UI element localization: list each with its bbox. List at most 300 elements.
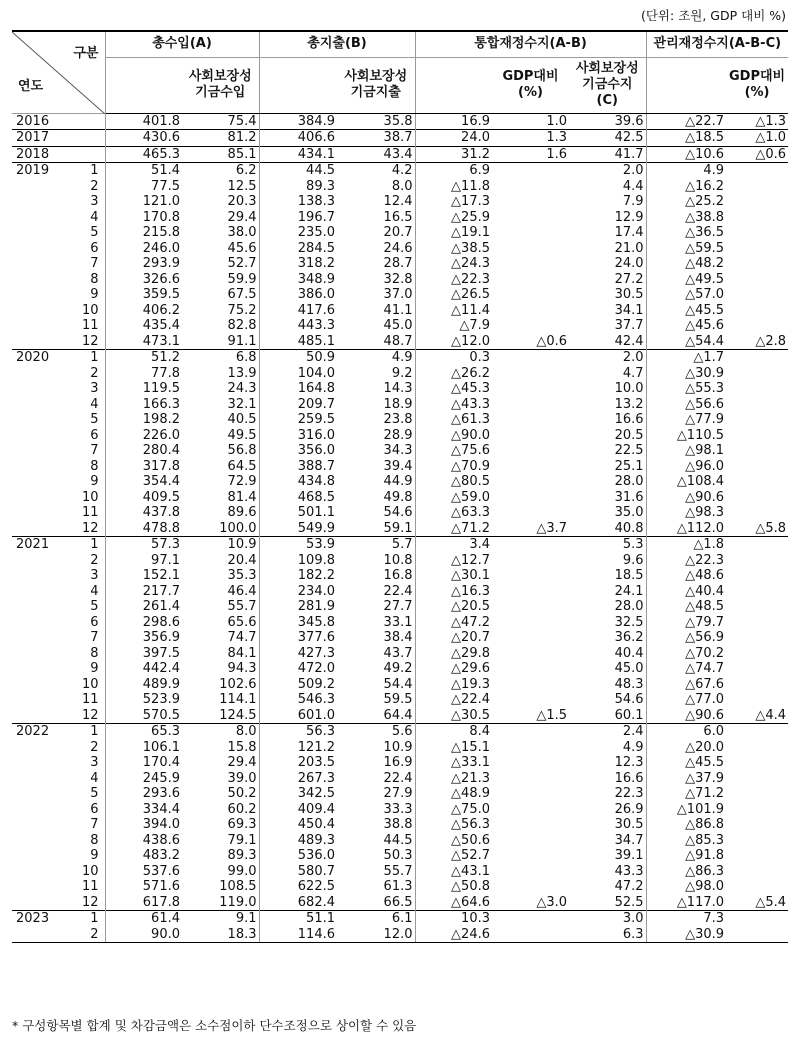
- value-cell: 43.3: [614, 863, 644, 879]
- value-cell: [726, 802, 788, 818]
- value-cell: 40.5: [227, 412, 257, 427]
- value-cell: 40.4: [614, 645, 644, 661]
- value-cell: 6.1: [337, 911, 415, 927]
- value-cell: [726, 505, 788, 521]
- table-row: [12, 381, 788, 397]
- value-cell: 109.8: [259, 553, 337, 569]
- value-cell: [492, 350, 569, 366]
- value-cell: 36.2: [614, 630, 644, 645]
- value-cell: 82.8: [227, 318, 257, 333]
- value-cell: 245.9: [105, 771, 182, 787]
- value-cell: 124.5: [219, 707, 257, 723]
- value-cell: △2.8: [755, 333, 787, 349]
- value-cell: 42.4: [614, 333, 644, 349]
- value-cell: △0.6: [536, 333, 567, 349]
- value-cell: 65.6: [227, 614, 257, 630]
- value-cell: 33.3: [383, 801, 413, 817]
- table-row: [12, 366, 788, 382]
- year-cell: [12, 817, 81, 833]
- value-cell: △30.5: [415, 708, 492, 724]
- value-cell: 37.0: [383, 287, 413, 302]
- value-cell: △45.6: [646, 318, 726, 334]
- value-cell: [492, 848, 569, 864]
- month-cell: 2: [90, 552, 99, 568]
- value-cell: [492, 630, 569, 646]
- value-cell: 29.4: [227, 209, 257, 225]
- value-cell: 31.2: [415, 146, 492, 163]
- table-row: [12, 397, 788, 413]
- value-cell: 54.4: [383, 676, 413, 692]
- month-cell: 7: [90, 443, 99, 458]
- value-cell: 34.3: [383, 443, 413, 458]
- value-cell: 4.9: [337, 350, 415, 366]
- value-cell: 49.2: [383, 661, 413, 676]
- value-cell: 20.4: [227, 552, 257, 568]
- value-cell: 34.7: [614, 832, 644, 848]
- value-cell: 61.4: [105, 911, 182, 927]
- value-cell: 546.3: [259, 692, 337, 708]
- year-cell: [12, 895, 81, 911]
- year-cell: [12, 505, 81, 521]
- value-cell: △11.4: [415, 303, 492, 319]
- value-cell: △79.7: [646, 615, 726, 631]
- header-total-revenue: 총수입(A): [105, 31, 259, 57]
- month-cell: 3: [90, 755, 99, 770]
- month-cell: 8: [90, 832, 99, 848]
- table-row: [12, 256, 788, 272]
- value-cell: 6.3: [569, 927, 646, 943]
- value-cell: 60.1: [614, 707, 644, 723]
- value-cell: 617.8: [105, 895, 182, 911]
- footnote: * 구성항목별 합계 및 차감금액은 소수점이하 단수조정으로 상이할 수 있음: [12, 1018, 417, 1033]
- value-cell: △25.9: [415, 210, 492, 226]
- value-cell: [492, 318, 569, 334]
- value-cell: 261.4: [105, 599, 182, 615]
- value-cell: △59.0: [415, 490, 492, 506]
- value-cell: [726, 537, 788, 553]
- value-cell: 267.3: [259, 771, 337, 787]
- table-row: [12, 802, 788, 818]
- value-cell: 523.9: [105, 692, 182, 708]
- value-cell: △4.4: [755, 707, 787, 723]
- table-header: [12, 31, 788, 113]
- value-cell: 43.4: [337, 146, 415, 163]
- table-row: [12, 318, 788, 334]
- value-cell: △38.5: [415, 241, 492, 257]
- value-cell: 67.5: [227, 287, 257, 302]
- year-cell: 2016: [16, 113, 50, 129]
- value-cell: △77.0: [646, 692, 726, 708]
- value-cell: 345.8: [259, 615, 337, 631]
- value-cell: 45.6: [227, 240, 257, 256]
- value-cell: [726, 661, 788, 677]
- value-cell: 483.2: [105, 848, 182, 864]
- value-cell: 24.1: [614, 583, 644, 599]
- value-cell: [492, 740, 569, 756]
- value-cell: 259.5: [259, 412, 337, 428]
- value-cell: [726, 303, 788, 319]
- value-cell: 3.4: [415, 537, 492, 553]
- year-cell: [12, 256, 81, 272]
- value-cell: △52.7: [415, 848, 492, 864]
- value-cell: 356.0: [259, 443, 337, 459]
- year-cell: [12, 397, 81, 413]
- value-cell: 601.0: [259, 708, 337, 724]
- year-cell: [12, 833, 81, 849]
- table-row: [12, 553, 788, 569]
- table-row: [12, 630, 788, 646]
- year-cell: [12, 568, 81, 584]
- value-cell: △30.1: [415, 568, 492, 584]
- value-cell: 6.2: [182, 163, 259, 179]
- value-cell: 434.8: [259, 474, 337, 490]
- value-cell: [492, 599, 569, 615]
- value-cell: 6.9: [415, 163, 492, 179]
- value-cell: 114.6: [259, 927, 337, 943]
- value-cell: [492, 646, 569, 662]
- value-cell: 53.9: [259, 537, 337, 553]
- value-cell: [492, 225, 569, 241]
- value-cell: 10.8: [383, 552, 413, 568]
- value-cell: 22.3: [614, 786, 644, 801]
- month-cell: 10: [81, 676, 99, 692]
- table-row: [12, 708, 788, 724]
- value-cell: △117.0: [646, 895, 726, 911]
- value-cell: 170.4: [105, 755, 182, 771]
- month-cell: 12: [81, 333, 99, 349]
- value-cell: 435.4: [105, 318, 182, 334]
- month-cell: 9: [90, 661, 99, 676]
- value-cell: 406.6: [259, 130, 337, 147]
- table-row: [12, 786, 788, 802]
- value-cell: [726, 179, 788, 195]
- value-cell: 25.1: [614, 458, 644, 474]
- value-cell: 16.5: [383, 209, 413, 225]
- value-cell: △7.9: [415, 318, 492, 334]
- header-corner: [12, 31, 105, 113]
- value-cell: 388.7: [259, 459, 337, 475]
- value-cell: 38.4: [383, 630, 413, 645]
- value-cell: [492, 428, 569, 444]
- value-cell: 121.2: [259, 740, 337, 756]
- value-cell: △36.5: [646, 225, 726, 241]
- value-cell: 536.0: [259, 848, 337, 864]
- value-cell: [492, 661, 569, 677]
- value-cell: 39.1: [614, 848, 644, 863]
- value-cell: 570.5: [105, 708, 182, 724]
- value-cell: 472.0: [259, 661, 337, 677]
- value-cell: △15.1: [415, 740, 492, 756]
- table-row: [12, 505, 788, 521]
- month-cell: 1: [81, 350, 105, 366]
- value-cell: 44.5: [259, 163, 337, 179]
- header-ss-revenue: 사회보장성 기금수입: [182, 57, 259, 113]
- value-cell: △22.3: [646, 553, 726, 569]
- value-cell: △40.4: [646, 584, 726, 600]
- value-cell: 21.0: [614, 240, 644, 256]
- value-cell: 12.0: [337, 927, 415, 943]
- value-cell: 438.6: [105, 833, 182, 849]
- value-cell: [726, 428, 788, 444]
- value-cell: [492, 864, 569, 880]
- value-cell: 46.4: [227, 583, 257, 599]
- value-cell: 2.4: [569, 724, 646, 740]
- year-cell: [12, 490, 81, 506]
- value-cell: 38.7: [337, 130, 415, 147]
- value-cell: 42.5: [569, 130, 646, 147]
- value-cell: △56.9: [646, 630, 726, 646]
- value-cell: 397.5: [105, 646, 182, 662]
- value-cell: 59.9: [227, 271, 257, 287]
- year-cell: 2020: [12, 350, 81, 366]
- value-cell: 326.6: [105, 272, 182, 288]
- value-cell: 102.6: [219, 676, 257, 692]
- value-cell: 61.3: [383, 879, 413, 894]
- value-cell: 18.5: [614, 568, 644, 583]
- year-cell: [12, 272, 81, 288]
- value-cell: 85.1: [182, 146, 259, 163]
- value-cell: 51.4: [105, 163, 182, 179]
- value-cell: △48.5: [646, 599, 726, 615]
- value-cell: [492, 241, 569, 257]
- value-cell: △3.7: [536, 520, 567, 536]
- value-cell: △47.2: [415, 615, 492, 631]
- value-cell: 41.1: [383, 302, 413, 318]
- value-cell: △64.6: [415, 895, 492, 911]
- value-cell: △43.1: [415, 864, 492, 880]
- year-cell: [12, 428, 81, 444]
- value-cell: 106.1: [105, 740, 182, 756]
- value-cell: △86.3: [646, 864, 726, 880]
- value-cell: △74.7: [646, 661, 726, 677]
- value-cell: △22.4: [415, 692, 492, 708]
- value-cell: 26.9: [614, 801, 644, 817]
- month-cell: 9: [90, 848, 99, 863]
- value-cell: △24.6: [415, 927, 492, 943]
- value-cell: [492, 724, 569, 740]
- value-cell: 7.9: [622, 194, 644, 209]
- value-cell: [492, 568, 569, 584]
- table-row: [12, 771, 788, 787]
- value-cell: △63.3: [415, 505, 492, 521]
- value-cell: 20.5: [614, 427, 644, 443]
- year-cell: 2022: [12, 724, 81, 740]
- table-row: [12, 194, 788, 210]
- value-cell: 27.7: [383, 599, 413, 614]
- month-cell: 4: [90, 770, 99, 786]
- value-cell: 41.7: [569, 146, 646, 163]
- value-cell: 8.4: [415, 724, 492, 740]
- value-cell: 39.4: [383, 458, 413, 474]
- value-cell: 24.0: [614, 256, 644, 271]
- value-cell: 226.0: [105, 428, 182, 444]
- value-cell: 40.8: [614, 520, 644, 536]
- table-row: [12, 833, 788, 849]
- value-cell: 2.0: [569, 350, 646, 366]
- year-cell: [12, 661, 81, 677]
- value-cell: △85.3: [646, 833, 726, 849]
- value-cell: △30.9: [646, 366, 726, 382]
- value-cell: △1.5: [536, 707, 567, 723]
- value-cell: 317.8: [105, 459, 182, 475]
- value-cell: 152.1: [105, 568, 182, 584]
- month-cell: 6: [90, 801, 99, 817]
- value-cell: 104.0: [259, 366, 337, 382]
- month-cell: 6: [90, 240, 99, 256]
- value-cell: 5.7: [337, 537, 415, 553]
- table-row: [12, 817, 788, 833]
- value-cell: △71.2: [415, 521, 492, 537]
- value-cell: 348.9: [259, 272, 337, 288]
- value-cell: △5.8: [755, 520, 787, 536]
- value-cell: 50.3: [383, 848, 413, 863]
- value-cell: 5.6: [337, 724, 415, 740]
- value-cell: 318.2: [259, 256, 337, 272]
- value-cell: 44.5: [383, 832, 413, 848]
- value-cell: 27.9: [383, 786, 413, 801]
- value-cell: 56.8: [227, 443, 257, 458]
- value-cell: △90.0: [415, 428, 492, 444]
- value-cell: 501.1: [259, 505, 337, 521]
- table-row: [12, 163, 788, 179]
- month-cell: 11: [81, 692, 99, 707]
- table-row: [12, 521, 788, 537]
- table-row: [12, 474, 788, 490]
- value-cell: 24.6: [383, 240, 413, 256]
- value-cell: △26.2: [415, 366, 492, 382]
- value-cell: [726, 771, 788, 787]
- month-cell: 10: [81, 302, 99, 318]
- value-cell: 108.5: [219, 879, 257, 894]
- value-cell: [726, 755, 788, 771]
- value-cell: 1.3: [492, 130, 569, 147]
- value-cell: [726, 210, 788, 226]
- value-cell: 22.4: [383, 770, 413, 786]
- value-cell: △16.3: [415, 584, 492, 600]
- value-cell: [726, 864, 788, 880]
- value-cell: 16.9: [383, 755, 413, 770]
- value-cell: [726, 474, 788, 490]
- year-cell: [12, 194, 81, 210]
- value-cell: [726, 256, 788, 272]
- value-cell: △59.5: [646, 241, 726, 257]
- header-yeondo: 연도: [18, 78, 44, 94]
- value-cell: 217.7: [105, 584, 182, 600]
- value-cell: 20.7: [383, 225, 413, 240]
- value-cell: △1.7: [646, 350, 726, 366]
- value-cell: [492, 911, 569, 927]
- value-cell: 23.8: [383, 412, 413, 427]
- value-cell: 4.7: [622, 365, 644, 381]
- value-cell: 1.0: [546, 113, 567, 129]
- value-cell: 478.8: [105, 521, 182, 537]
- value-cell: 48.3: [614, 676, 644, 692]
- value-cell: △45.3: [415, 381, 492, 397]
- value-cell: [726, 786, 788, 802]
- value-cell: 9.6: [622, 552, 644, 568]
- value-cell: [726, 241, 788, 257]
- value-cell: △70.9: [415, 459, 492, 475]
- year-cell: [12, 646, 81, 662]
- value-cell: 50.9: [259, 350, 337, 366]
- value-cell: [726, 225, 788, 241]
- value-cell: 359.5: [105, 287, 182, 303]
- month-cell: 5: [90, 412, 99, 427]
- table-row: [12, 848, 788, 864]
- value-cell: [726, 817, 788, 833]
- value-cell: △5.4: [755, 894, 787, 910]
- value-cell: 485.1: [259, 334, 337, 350]
- value-cell: 30.5: [614, 817, 644, 832]
- value-cell: 38.8: [383, 817, 413, 832]
- value-cell: 38.0: [227, 225, 257, 240]
- value-cell: [492, 692, 569, 708]
- value-cell: 32.1: [227, 396, 257, 412]
- value-cell: 16.6: [614, 412, 644, 427]
- value-cell: △75.0: [415, 802, 492, 818]
- value-cell: 293.6: [105, 786, 182, 802]
- value-cell: △56.6: [646, 397, 726, 413]
- value-cell: 3.0: [569, 911, 646, 927]
- value-cell: △91.8: [646, 848, 726, 864]
- year-cell: [12, 318, 81, 334]
- table-row: [12, 428, 788, 444]
- year-cell: [12, 366, 81, 382]
- year-cell: [12, 927, 81, 943]
- value-cell: 1.6: [492, 146, 569, 163]
- value-cell: 18.3: [182, 927, 259, 943]
- value-cell: [492, 303, 569, 319]
- value-cell: 16.8: [383, 568, 413, 583]
- value-cell: 468.5: [259, 490, 337, 506]
- year-cell: [12, 802, 81, 818]
- value-cell: 9.2: [391, 365, 413, 381]
- month-cell: 7: [90, 630, 99, 645]
- value-cell: 4.2: [337, 163, 415, 179]
- value-cell: △30.9: [646, 927, 726, 943]
- header-ss-balance: 사회보장성 기금수지 (C): [569, 57, 646, 113]
- year-cell: [12, 381, 81, 397]
- value-cell: 437.8: [105, 505, 182, 521]
- value-cell: 81.4: [227, 489, 257, 505]
- year-cell: [12, 584, 81, 600]
- value-cell: △48.9: [415, 786, 492, 802]
- value-cell: 235.0: [259, 225, 337, 241]
- month-cell: 5: [90, 599, 99, 614]
- value-cell: 12.3: [614, 755, 644, 770]
- value-cell: [492, 397, 569, 413]
- table-row: [12, 459, 788, 475]
- value-cell: 44.9: [383, 474, 413, 489]
- value-cell: 580.7: [259, 864, 337, 880]
- value-cell: 54.6: [614, 692, 644, 707]
- value-cell: △12.0: [415, 334, 492, 350]
- table-row: [12, 179, 788, 195]
- value-cell: 114.1: [219, 692, 257, 707]
- header-gdp-ratio-managed: GDP대비 (%): [726, 57, 788, 113]
- month-cell: 3: [90, 194, 99, 209]
- value-cell: △55.3: [646, 381, 726, 397]
- value-cell: 409.5: [105, 490, 182, 506]
- value-cell: 49.8: [383, 489, 413, 505]
- value-cell: 489.9: [105, 677, 182, 693]
- value-cell: [492, 927, 569, 943]
- value-cell: △98.1: [646, 443, 726, 459]
- value-cell: 90.0: [105, 927, 182, 943]
- value-cell: 28.9: [383, 427, 413, 443]
- year-cell: [12, 848, 81, 864]
- year-cell: [12, 287, 81, 303]
